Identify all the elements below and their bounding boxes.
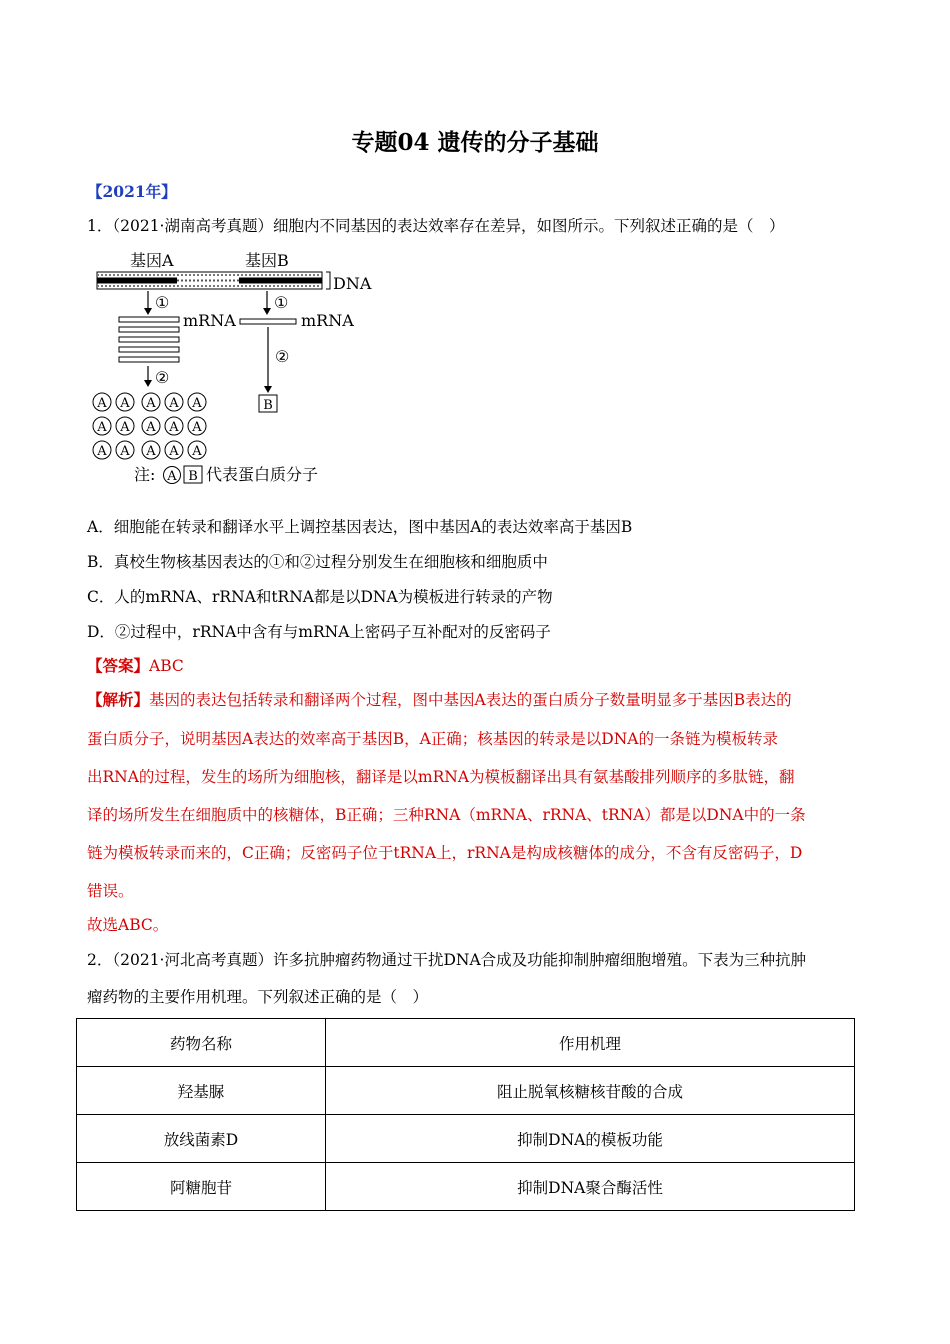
q1-option-a: A．细胞能在转录和翻译水平上调控基因表达，图中基因A的表达效率高于基因B <box>87 518 633 536</box>
table-row <box>77 1115 855 1163</box>
q1-conclusion: 故选ABC。 <box>87 916 169 934</box>
step1-b: ① <box>274 293 289 312</box>
step2-b: ② <box>275 347 290 366</box>
table-cell: 阿糖胞苷 <box>77 1163 326 1211</box>
table-row <box>77 1067 855 1115</box>
q1-option-c: C．人的mRNA、rRNA和tRNA都是以DNA为模板进行转录的产物 <box>87 588 553 606</box>
table-header: 作用机理 <box>326 1019 855 1067</box>
analysis-line-2: 蛋白质分子，说明基因A表达的效率高于基因B，A正确；核基因的转录是以DNA的一条链为模板转录 <box>87 730 778 748</box>
note-protein-a: A <box>167 469 177 484</box>
dna-bracket <box>326 272 330 289</box>
table-cell: 阻止脱氧核糖核苷酸的合成 <box>326 1067 855 1115</box>
table-row <box>77 1163 855 1211</box>
step2-a: ② <box>155 368 170 387</box>
protein-a: A <box>146 420 156 435</box>
protein-a: A <box>169 420 179 435</box>
note-protein-b: B <box>188 469 198 484</box>
drug-table <box>76 1018 855 1211</box>
answer-label: 【答案】 <box>87 656 150 675</box>
protein-a: A <box>146 444 156 459</box>
analysis-line-3: 出RNA的过程，发生的场所为细胞核，翻译是以mRNA为模板翻译出具有氨基酸排列顺序的多肽链，翻 <box>87 768 795 786</box>
protein-a-row-3 <box>93 441 206 459</box>
answer-value: ABC <box>149 657 184 675</box>
table-header: 药物名称 <box>77 1019 326 1067</box>
protein-a: A <box>97 420 107 435</box>
analysis-line-1: 【解析】基因的表达包括转录和翻译两个过程，图中基因A表达的蛋白质分子数量明显多于基因B表达的 <box>87 690 792 709</box>
gene-a-label: 基因A <box>130 251 174 270</box>
protein-a-grid <box>93 393 206 459</box>
protein-a-row-2 <box>93 417 206 435</box>
mrna-a-label: mRNA <box>183 311 236 330</box>
analysis-line-4: 译的场所发生在细胞质中的核糖体，B正确；三种RNA（mRNA、rRNA、tRNA）都是以DNA中的一条 <box>87 806 806 824</box>
q1-stem: 1．（2021·湖南高考真题）细胞内不同基因的表达效率存在差异，如图所示。下列叙述正确的是（ ） <box>87 217 785 235</box>
table-cell: 放线菌素D <box>77 1115 326 1163</box>
protein-a: A <box>169 444 179 459</box>
mrna-b-label: mRNA <box>301 311 354 330</box>
mrna-b <box>240 319 296 324</box>
year-tag: 【2021年】 <box>87 182 177 201</box>
protein-a: A <box>192 396 202 411</box>
table-cell: 抑制DNA的模板功能 <box>326 1115 855 1163</box>
analysis-line-5: 链为模板转录而来的，C正确；反密码子位于tRNA上，rRNA是构成核糖体的成分，不含有反密码子，D <box>87 844 803 862</box>
q1-option-b: B．真校生物核基因表达的①和②过程分别发生在细胞核和细胞质中 <box>87 553 548 571</box>
q1-answer <box>87 656 184 676</box>
protein-a: A <box>97 396 107 411</box>
analysis-label: 【解析】 <box>87 690 150 709</box>
step1-a: ① <box>155 293 170 312</box>
note-suffix: 代表蛋白质分子 <box>206 465 319 484</box>
protein-a: A <box>146 396 156 411</box>
protein-a: A <box>192 444 202 459</box>
table-cell: 羟基脲 <box>77 1067 326 1115</box>
protein-a: A <box>97 444 107 459</box>
protein-a: A <box>169 396 179 411</box>
gene-expression-diagram <box>92 244 382 490</box>
protein-a: A <box>120 444 130 459</box>
note-prefix: 注: <box>134 465 156 484</box>
analysis-line-6: 错误。 <box>87 882 134 900</box>
q2-stem-line-2: 瘤药物的主要作用机理。下列叙述正确的是（ ） <box>87 988 429 1006</box>
protein-b: B <box>263 398 273 413</box>
gene-b-label: 基因B <box>245 251 289 270</box>
table-cell: 抑制DNA聚合酶活性 <box>326 1163 855 1211</box>
dna-label: DNA <box>333 274 372 293</box>
protein-a: A <box>120 420 130 435</box>
protein-a-row-1 <box>93 393 206 411</box>
mrna-a-stack <box>119 317 179 362</box>
q2-stem-line-1: 2．（2021·河北高考真题）许多抗肿瘤药物通过干扰DNA合成及功能抑制肿瘤细胞增殖。下表为三种抗肿 <box>87 951 807 969</box>
table-header-row <box>77 1019 855 1067</box>
page-title: 专题04 遗传的分子基础 <box>351 129 599 156</box>
protein-a: A <box>120 396 130 411</box>
q1-option-d: D．②过程中，rRNA中含有与mRNA上密码子互补配对的反密码子 <box>87 623 551 641</box>
protein-a: A <box>192 420 202 435</box>
